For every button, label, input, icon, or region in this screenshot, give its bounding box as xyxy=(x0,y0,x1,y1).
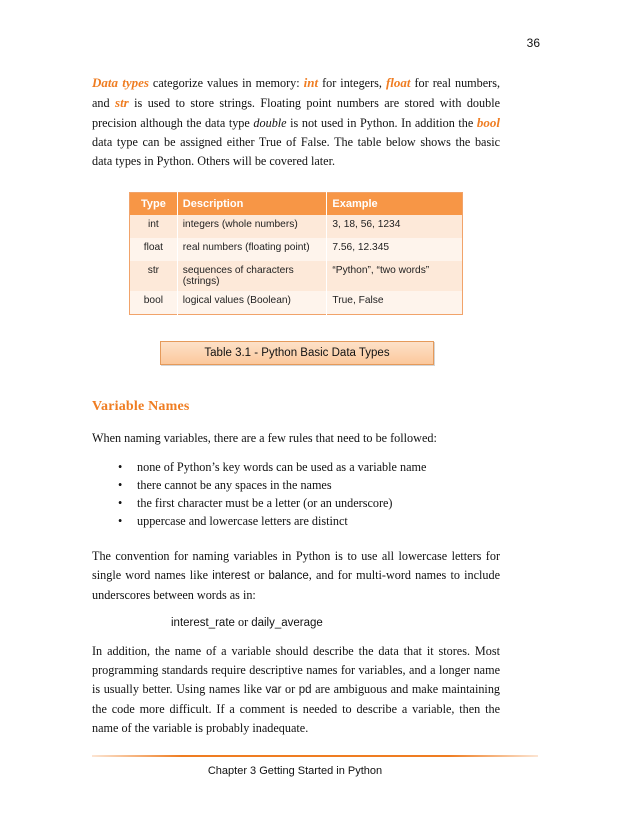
footer-label: Chapter 3 Getting Started in Python xyxy=(207,765,383,777)
data-types-table xyxy=(129,192,463,315)
cell-example: “Python”, “two words” xyxy=(327,261,463,291)
cell-type: bool xyxy=(130,291,178,315)
header-example: Example xyxy=(327,193,463,216)
header-description: Description xyxy=(177,193,327,216)
convention-paragraph xyxy=(92,547,500,605)
naming-rules-list xyxy=(118,458,426,530)
cell-description: integers (whole numbers) xyxy=(177,215,327,238)
list-item: • the first character must be a letter (or an underscore) xyxy=(118,494,426,512)
cell-description: sequences of characters (strings) xyxy=(177,261,327,291)
italic-double: double xyxy=(253,116,287,130)
cell-type: int xyxy=(130,215,178,238)
list-item: • none of Python’s key words can be used as a variable name xyxy=(118,458,426,476)
code-interest-rate: interest_rate xyxy=(171,617,235,629)
table-row xyxy=(130,291,463,315)
table-header-row xyxy=(130,193,463,216)
intro-text: for integers, xyxy=(318,76,386,90)
cell-example: 3, 18, 56, 1234 xyxy=(327,215,463,238)
list-item: • uppercase and lowercase letters are distinct xyxy=(118,512,426,530)
code-daily-average: daily_average xyxy=(251,617,323,629)
intro-text: data type can be assigned either True of False. The table below shows the basic data types in Python. Others will be covered later. xyxy=(92,135,500,168)
closing-text: In addition, the name of a variable should describe the data that it stores. Most programming standards require descriptive names for variables, and a longer name is usually better. Using names like xyxy=(92,644,500,696)
footer-divider xyxy=(92,755,538,757)
table-row xyxy=(130,261,463,291)
table-caption: Table 3.1 - Python Basic Data Types xyxy=(160,341,434,365)
header-type: Type xyxy=(130,193,178,216)
keyword-bool: bool xyxy=(476,115,501,130)
keyword-str: str xyxy=(115,95,129,110)
convention-text: , and for multi-word names to include underscores between words as in: xyxy=(92,568,500,602)
naming-intro-paragraph: When naming variables, there are a few rules that need to be followed: xyxy=(92,431,437,445)
intro-text: is not used in Python. In addition the xyxy=(286,116,477,130)
intro-paragraph xyxy=(92,73,500,171)
keyword-data-types: Data types xyxy=(92,75,149,90)
intro-text: categorize values in memory: xyxy=(148,76,304,90)
table-row xyxy=(130,238,463,261)
convention-text: or xyxy=(249,568,269,582)
example-names xyxy=(171,613,323,632)
keyword-int: int xyxy=(303,75,319,90)
list-item: • there cannot be any spaces in the names xyxy=(118,476,426,494)
cell-type: float xyxy=(130,238,178,261)
code-var: var xyxy=(265,684,282,696)
page-footer xyxy=(0,765,630,777)
keyword-float: float xyxy=(385,75,411,90)
intro-text: is used to store strings. Floating point numbers are stored with double precision although the data type xyxy=(92,96,500,130)
cell-type: str xyxy=(130,261,178,291)
section-heading: Variable Names xyxy=(92,399,190,414)
closing-text: are ambiguous and make maintaining the code more difficult. If a comment is needed to describe a variable, then the name of the variable is probably inadequate. xyxy=(92,682,501,735)
table-row xyxy=(130,215,463,238)
convention-text: The convention for naming variables in Python is to use all lowercase letters for single word names like xyxy=(92,549,500,582)
cell-example: True, False xyxy=(327,291,463,315)
intro-text: for real numbers, and xyxy=(92,76,500,110)
code-pd: pd xyxy=(298,684,312,696)
cell-description: real numbers (floating point) xyxy=(177,238,327,261)
example-text: or xyxy=(234,615,252,629)
cell-example: 7.56, 12.345 xyxy=(327,238,463,261)
page-number: 36 xyxy=(526,36,540,50)
code-interest: interest xyxy=(212,570,250,582)
code-balance: balance xyxy=(268,570,309,582)
closing-text: or xyxy=(281,682,299,696)
closing-paragraph xyxy=(92,642,500,738)
cell-description: logical values (Boolean) xyxy=(177,291,327,315)
